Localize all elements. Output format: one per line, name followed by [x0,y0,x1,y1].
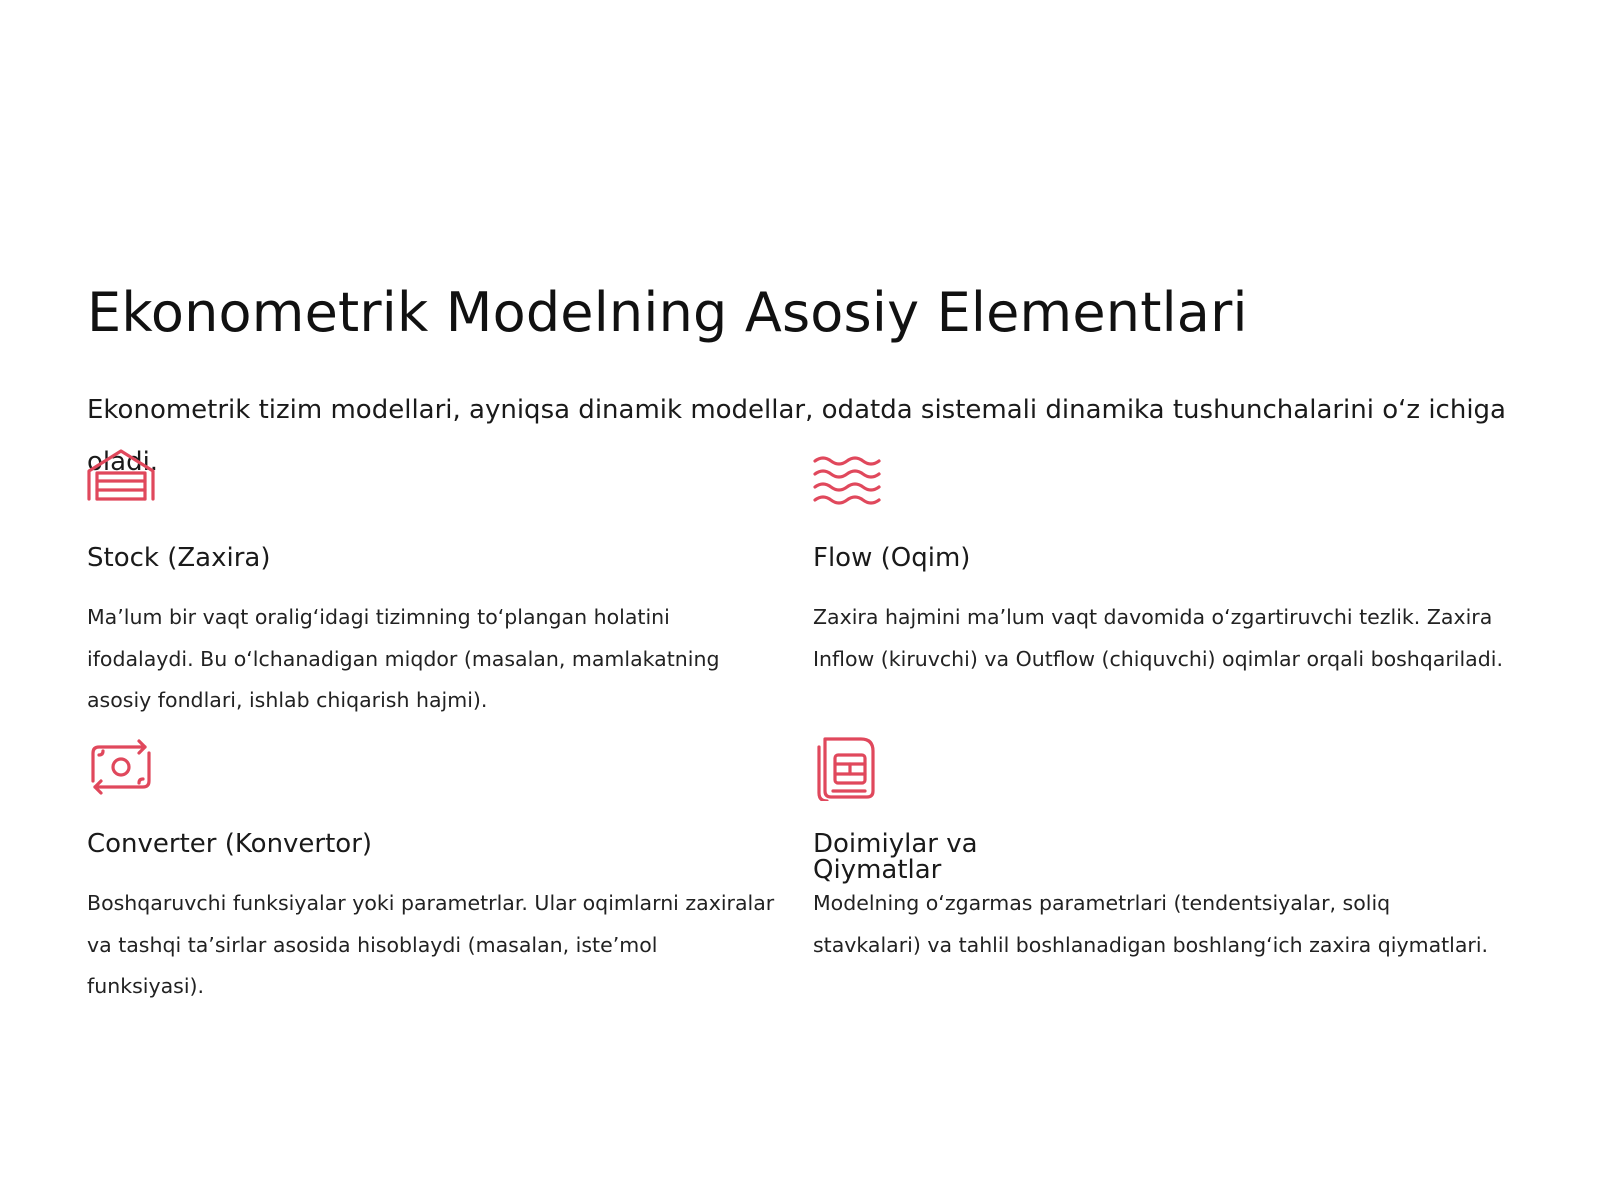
card-description: Ma’lum bir vaqt oralig‘idagi tizimning to‘plangan holatini ifodalaydi. Bu o‘lchanadigan miqdor (masalan, mamlakatning asosiy fondlari, ishlab chiqarish hajmi). [87,605,720,712]
money-exchange-icon [87,733,155,801]
waves-icon [813,447,881,515]
card-title: Stock (Zaxira) [87,543,271,573]
page-title: Ekonometrik Modelning Asosiy Elementlari [87,281,1248,344]
intro-text: Ekonometrik tizim modellari, ayniqsa dinamik modellar, odatda sistemali dinamika tushunchalarini o‘z ichiga oladi. [87,395,1506,477]
card-title: Flow (Oqim) [813,543,971,573]
card-title: Converter (Konvertor) [87,829,373,859]
card-description: Zaxira hajmini ma’lum vaqt davomida o‘zgartiruvchi tezlik. Zaxira Inflow (kiruvchi) va Outflow (chiquvchi) oqimlar orqali boshqariladi. [813,605,1503,671]
card-description: Boshqaruvchi funksiyalar yoki parametrlar. Ular oqimlarni zaxiralar va tashqi ta’sirlar asosida hisoblaydi (masalan, iste’mol funksiyasi). [87,891,775,998]
warehouse-icon [87,447,155,515]
card-title: Doimiylar va Qiymatlar [813,829,978,885]
documents-icon [813,733,881,801]
card-description: Modelning o‘zgarmas parametrlari (tendentsiyalar, soliq stavkalari) va tahlil boshlanadigan boshlang‘ich zaxira qiymatlari. [813,891,1489,957]
